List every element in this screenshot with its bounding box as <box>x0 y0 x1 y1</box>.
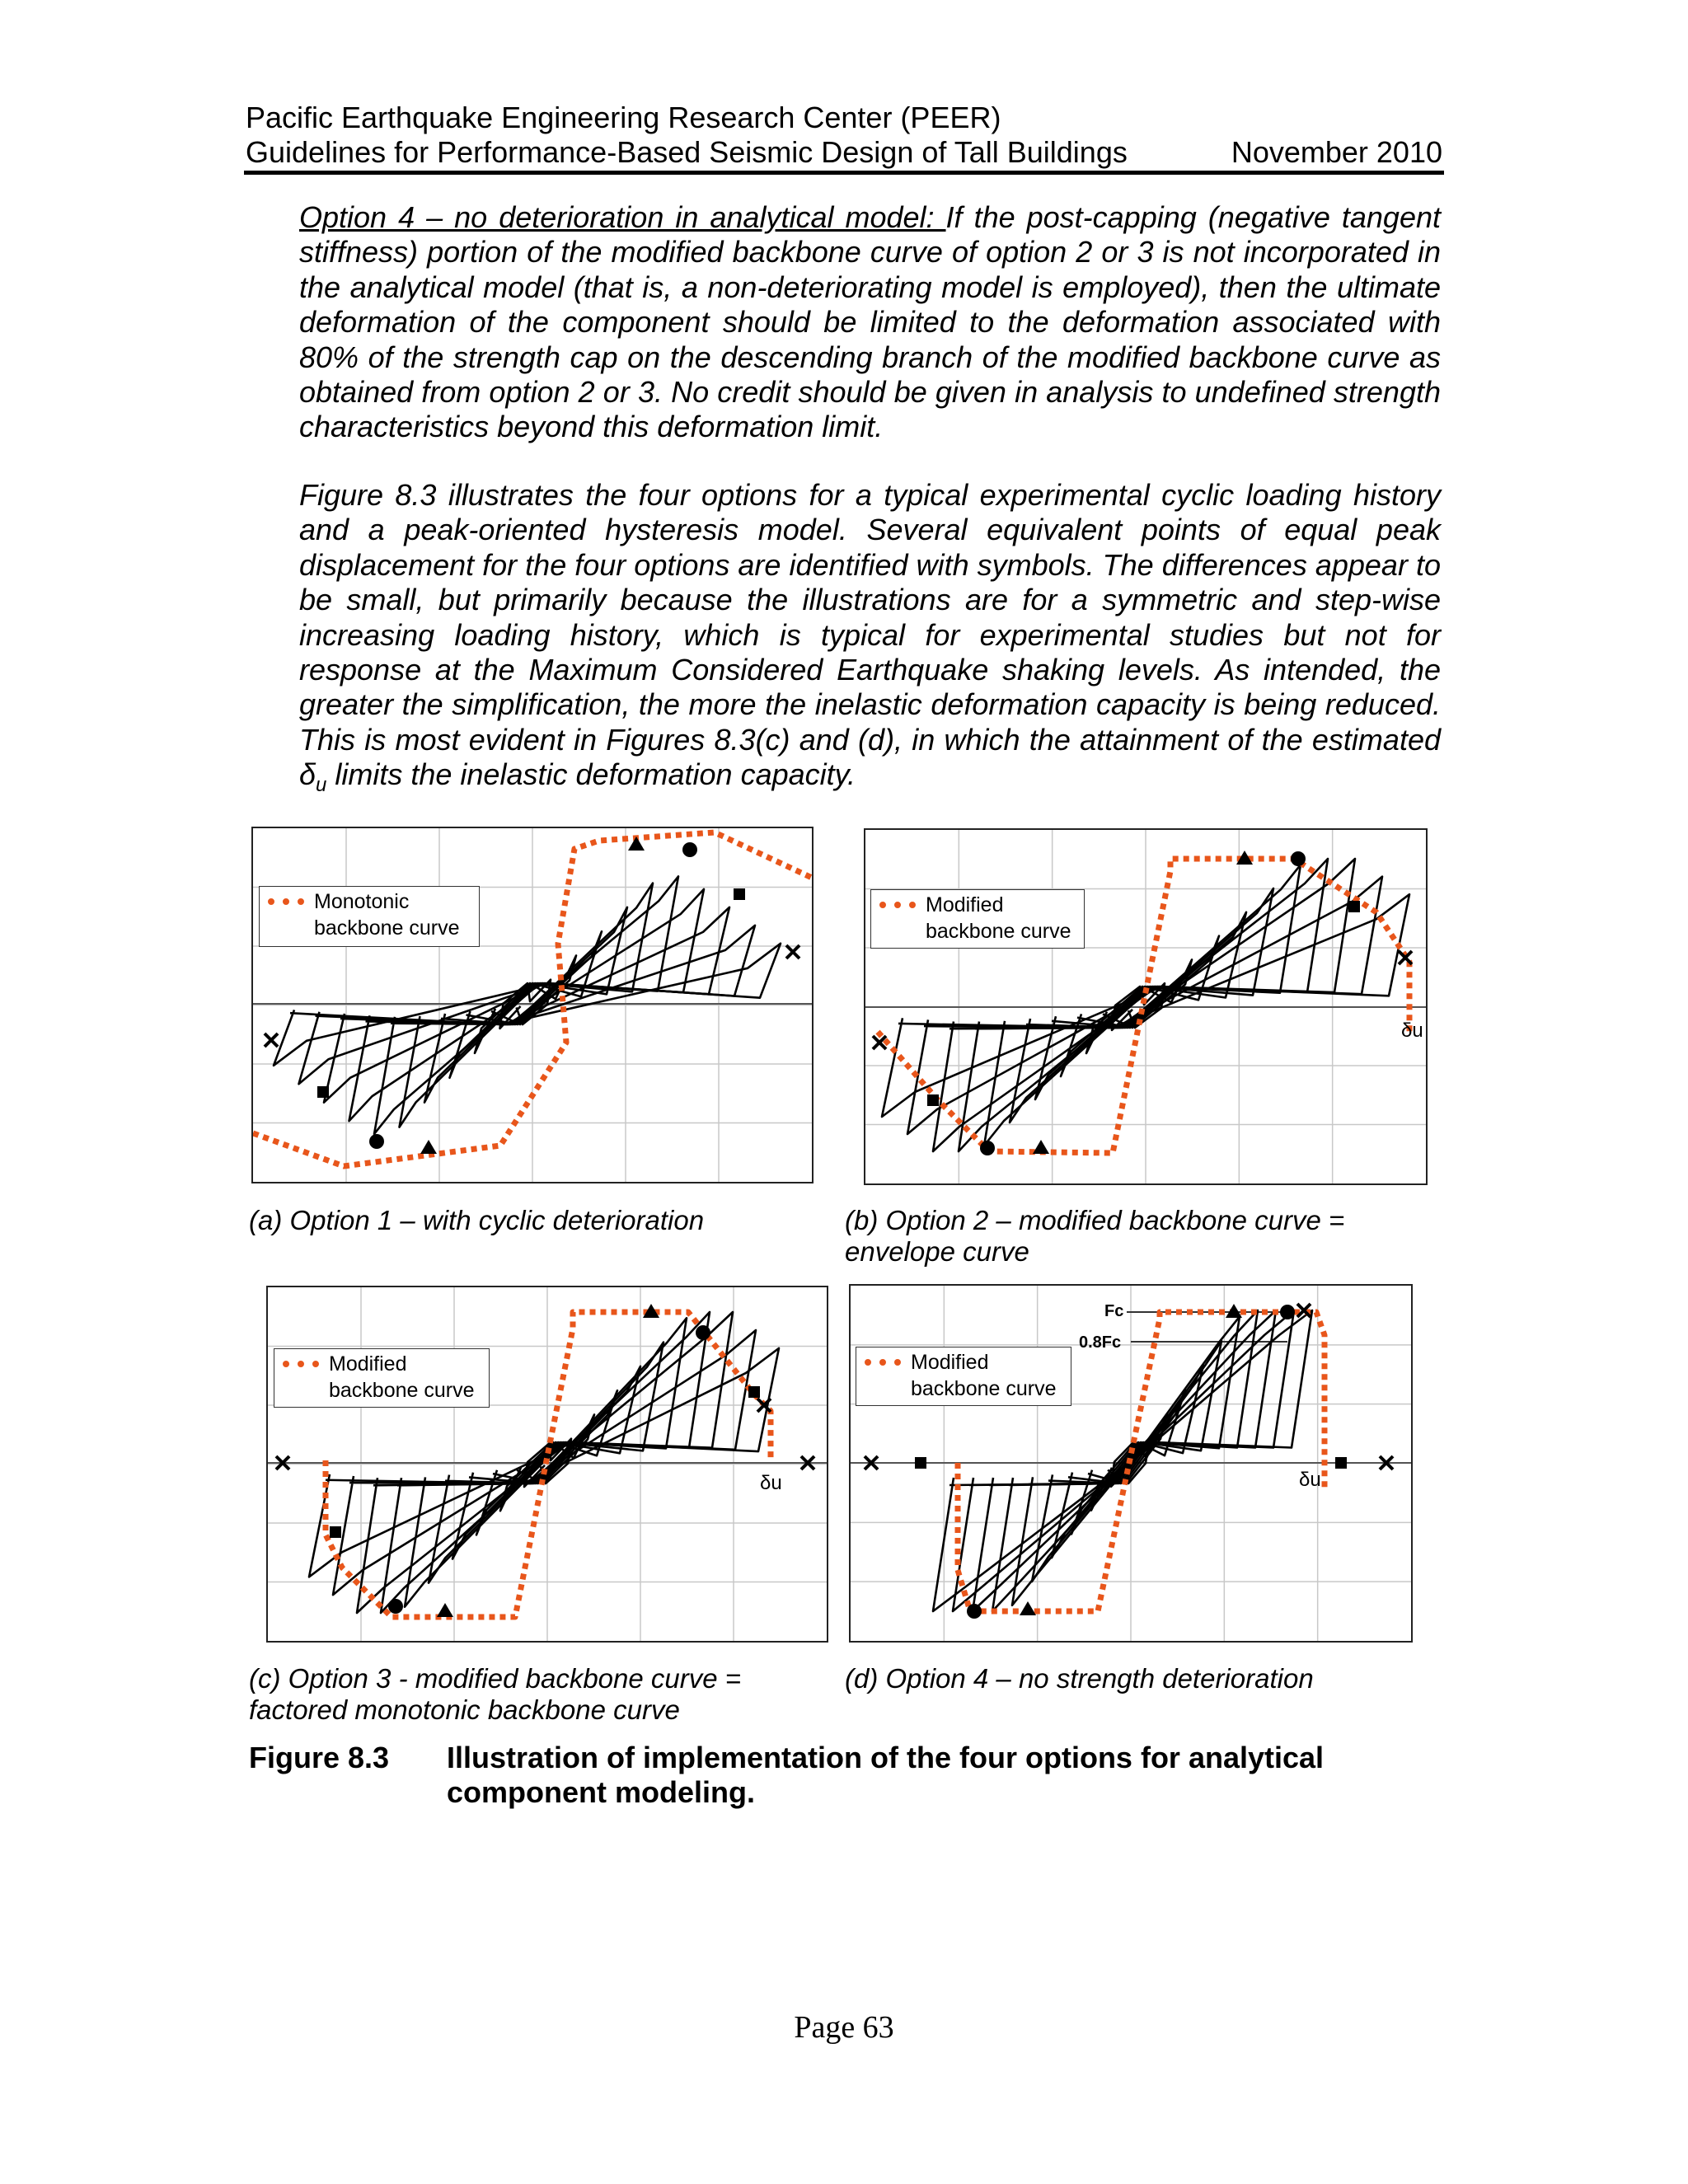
delta-u-label-b: δu <box>1401 1019 1423 1042</box>
marker-triangle <box>628 837 645 851</box>
hysteresis-plot-c <box>268 1287 827 1641</box>
marker-cross <box>786 945 799 958</box>
marker-square <box>748 1386 760 1398</box>
marker-square <box>317 1086 329 1098</box>
delta-u-label-d: δu <box>1299 1469 1321 1491</box>
paragraph-option4 <box>299 200 1441 445</box>
legend-a-line2: backbone curve <box>314 916 460 940</box>
legend-d-line1: Modified <box>911 1351 989 1374</box>
option4-body: If the post-capping (negative tangent stiffness) portion of the modified backbone curve of option 2 or 3 is not incorporated in the analytical model (that is, a non-deteriorating model is employed), then the ultimate deformation of the component should be limited to the deformation associated with 80% of the strength cap on the descending branch of the modified backbone curve as obtained from option 2 or 3. No credit should be given in analysis to undefined strength characteristics beyond this deformation limit. <box>299 200 1441 444</box>
marker-circle <box>682 842 697 857</box>
marker-circle <box>967 1604 982 1619</box>
marker-circle <box>980 1141 995 1155</box>
header-organization: Pacific Earthquake Engineering Research Center (PEER) <box>246 101 1001 134</box>
chart-panel-d <box>849 1284 1413 1643</box>
hysteresis-plot-b <box>865 830 1426 1183</box>
marker-triangle <box>420 1140 437 1154</box>
marker-square <box>915 1457 926 1469</box>
legend-swatch-c <box>283 1361 319 1367</box>
marker-square <box>1348 901 1360 912</box>
header-title-line <box>246 135 1442 170</box>
legend-b-line1: Modified <box>926 893 1004 916</box>
legend-swatch-b <box>879 902 916 908</box>
figure-description-tail: limits the inelastic deformation capacity. <box>326 757 856 792</box>
chart-panel-a <box>251 827 814 1183</box>
marker-square <box>330 1526 341 1538</box>
legend-a-line1: Monotonic <box>314 890 410 913</box>
legend-d-line2: backbone curve <box>911 1377 1057 1400</box>
fc08-label: 0.8Fc <box>1079 1333 1122 1352</box>
header-rule <box>244 171 1444 175</box>
marker-square <box>927 1094 939 1106</box>
legend-c-line2: backbone curve <box>329 1379 475 1402</box>
page-number: Page 63 <box>794 2010 894 2045</box>
marker-square <box>1335 1457 1347 1469</box>
chart-panel-b <box>864 828 1428 1185</box>
hysteresis-plot-a <box>253 828 812 1182</box>
legend-a <box>259 886 480 947</box>
marker-circle <box>369 1134 384 1149</box>
marker-triangle <box>437 1603 453 1617</box>
header-title: Guidelines for Performance-Based Seismic Design of Tall Buildings <box>246 135 1128 169</box>
marker-triangle <box>1226 1304 1242 1318</box>
caption-a: (a) Option 1 – with cyclic deterioration <box>249 1205 705 1235</box>
chart-panel-c <box>266 1286 828 1643</box>
figure-description-body: Figure 8.3 illustrates the four options for a typical experimental cyclic loading history and a peak-oriented hysteresis model. Several equivalent points of equal peak displacement for the four options are identified with symbols. The differences appear to be small, but primarily because the illustrations are for a symmetric and step-wise increasing loading history, which is typical for experimental studies but not for response at the Maximum Considered Earthquake shaking levels. As intended, the greater the simplification, the more the inelastic deformation capacity is being reduced. This is most evident in Figures 8.3(c) and (d), in which the attainment of the estimated <box>299 478 1441 757</box>
marker-circle <box>1291 851 1306 866</box>
marker-circle <box>696 1325 710 1340</box>
marker-cross <box>265 1033 278 1047</box>
hysteresis-plot-d <box>851 1286 1411 1641</box>
fc-label: Fc <box>1104 1302 1124 1320</box>
legend-c-line1: Modified <box>329 1352 407 1376</box>
caption-d: (d) Option 4 – no strength deterioration <box>845 1663 1314 1694</box>
marker-circle <box>388 1599 403 1614</box>
option4-heading: Option 4 – no deterioration in analytical model: <box>299 200 946 234</box>
legend-d <box>856 1347 1071 1406</box>
figure-number: Figure 8.3 <box>249 1741 390 1774</box>
legend-b-line2: backbone curve <box>926 920 1071 943</box>
legend-swatch-d <box>865 1359 901 1366</box>
marker-triangle <box>1020 1601 1036 1615</box>
figure-caption: Illustration of implementation of the four options for analytical component modeling. <box>447 1741 1325 1809</box>
legend-c <box>274 1348 490 1408</box>
marker-square <box>734 888 745 900</box>
legend-b <box>870 889 1085 949</box>
caption-b: (b) Option 2 – modified backbone curve = envelope curve <box>845 1205 1345 1267</box>
paragraph-figure-description <box>299 478 1441 804</box>
legend-swatch-a <box>268 898 304 905</box>
marker-triangle <box>1033 1140 1049 1154</box>
delta-u-label-c: δu <box>760 1472 782 1494</box>
caption-c: (c) Option 3 - modified backbone curve = factored monotonic backbone curve <box>249 1663 742 1725</box>
marker-circle <box>1280 1305 1295 1319</box>
header-date: November 2010 <box>1231 135 1442 169</box>
delta-symbol: δ <box>299 757 316 792</box>
delta-subscript: u <box>316 774 327 797</box>
